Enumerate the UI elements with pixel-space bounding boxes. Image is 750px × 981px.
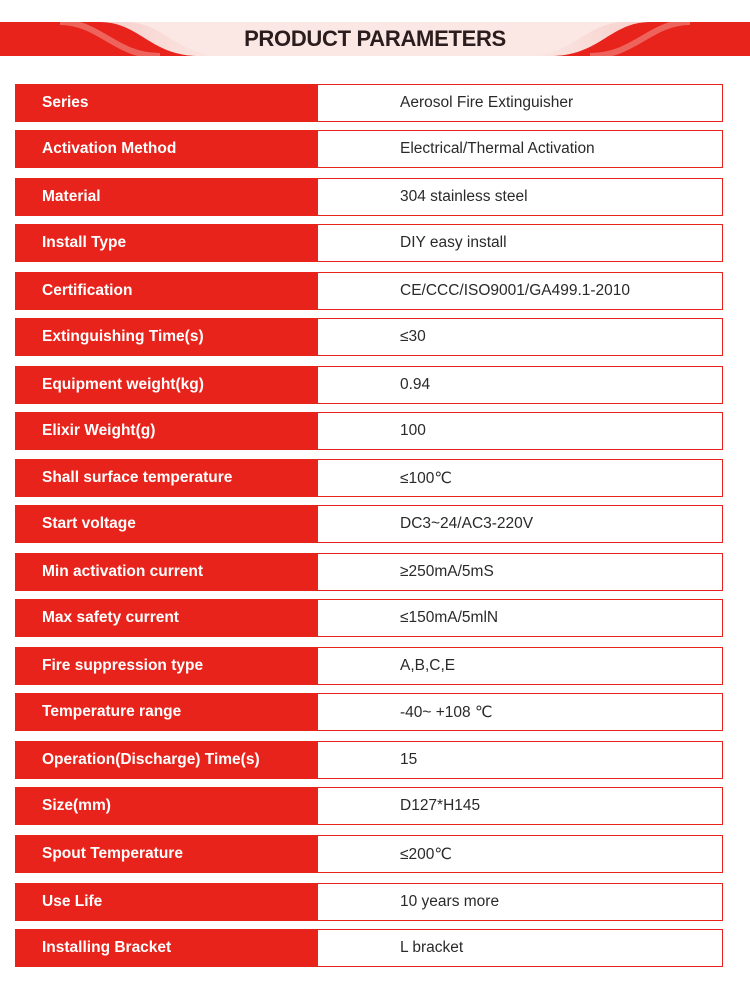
param-value: 0.94 xyxy=(400,376,431,393)
param-value: L bracket xyxy=(400,939,464,956)
param-value: 100 xyxy=(400,422,426,439)
param-label: Installing Bracket xyxy=(16,930,318,966)
param-value: 10 years more xyxy=(400,893,500,910)
param-value: -40~ +108 ℃ xyxy=(400,703,493,721)
param-label: Activation Method xyxy=(16,131,318,167)
table-row xyxy=(15,505,723,543)
table-row xyxy=(15,647,723,685)
param-label: Fire suppression type xyxy=(16,648,318,684)
table-row xyxy=(15,272,723,310)
param-value: DC3~24/AC3-220V xyxy=(400,515,534,532)
param-value: CE/CCC/ISO9001/GA499.1-2010 xyxy=(400,282,631,299)
param-label: Install Type xyxy=(16,225,318,261)
table-row xyxy=(15,553,723,591)
param-label: Use Life xyxy=(16,884,318,920)
table-row xyxy=(15,741,723,779)
param-value: ≤150mA/5mlN xyxy=(400,609,499,626)
param-value: Electrical/Thermal Activation xyxy=(400,140,595,157)
param-label: Certification xyxy=(16,273,318,309)
param-value: D127*H145 xyxy=(400,797,481,814)
param-label: Material xyxy=(16,179,318,215)
param-label: Elixir Weight(g) xyxy=(16,413,318,449)
param-label: Equipment weight(kg) xyxy=(16,367,318,403)
param-label: Shall surface temperature xyxy=(16,460,318,496)
param-label: Operation(Discharge) Time(s) xyxy=(16,742,318,778)
param-label: Max safety current xyxy=(16,600,318,636)
page-title: PRODUCT PARAMETERS xyxy=(244,26,506,51)
param-label: Size(mm) xyxy=(16,788,318,824)
param-label: Extinguishing Time(s) xyxy=(16,319,318,355)
param-value: ≤100℃ xyxy=(400,469,452,487)
param-value: 304 stainless steel xyxy=(400,188,528,205)
param-value: ≤30 xyxy=(400,328,426,345)
table-row xyxy=(15,599,723,637)
param-label: Temperature range xyxy=(16,694,318,730)
title-banner xyxy=(0,22,750,56)
table-row xyxy=(15,84,723,122)
param-label: Spout Temperature xyxy=(16,836,318,872)
table-row xyxy=(15,130,723,168)
param-label: Series xyxy=(16,85,318,121)
param-value: Aerosol Fire Extinguisher xyxy=(400,94,574,111)
table-row xyxy=(15,224,723,262)
table-row xyxy=(15,693,723,731)
table-row xyxy=(15,787,723,825)
param-value: DIY easy install xyxy=(400,234,507,251)
table-row xyxy=(15,459,723,497)
table-row xyxy=(15,835,723,873)
param-label: Start voltage xyxy=(16,506,318,542)
param-value: A,B,C,E xyxy=(400,657,456,674)
param-value: ≤200℃ xyxy=(400,845,452,863)
param-value: ≥250mA/5mS xyxy=(400,563,494,580)
table-row xyxy=(15,929,723,967)
table-row xyxy=(15,178,723,216)
param-value: 15 xyxy=(400,751,418,768)
table-row xyxy=(15,412,723,450)
table-row xyxy=(15,883,723,921)
table-row xyxy=(15,366,723,404)
param-label: Min activation current xyxy=(16,554,318,590)
table-row xyxy=(15,318,723,356)
